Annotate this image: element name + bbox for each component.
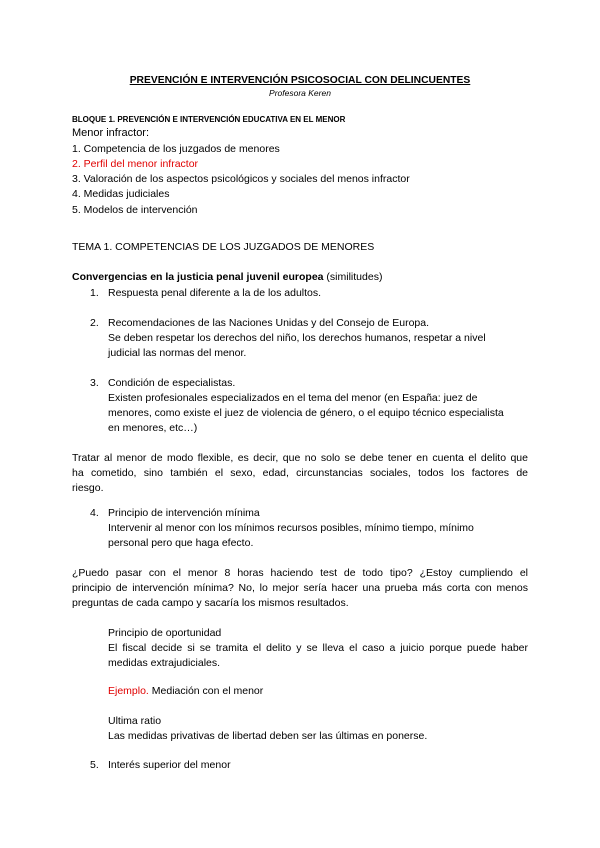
- point-text: menores, como existe el juez de violencia de género, o el equipo técnico especialista: [108, 407, 504, 419]
- point-text: Se deben respetar los derechos del niño, los derechos humanos, respetar a nivel: [108, 332, 486, 344]
- point-text: personal pero que haga efecto.: [108, 537, 254, 549]
- paragraph-line: preguntas de cada campo y sacaría los mismos resultados.: [72, 597, 349, 609]
- convergencias-title: Convergencias en la justicia penal juvenil europea: [72, 271, 324, 283]
- bloque-item: 5. Modelos de intervención: [72, 204, 198, 216]
- subsection-text: El fiscal decide si se tramita el delito y se lleva el caso a juicio porque puede haber: [108, 642, 528, 654]
- convergencias-heading: [72, 270, 382, 285]
- paragraph-line: ¿Puedo pasar con el menor 8 horas haciendo test de todo tipo? ¿Estoy cumpliendo el: [72, 567, 528, 579]
- point-text: en menores, etc…): [108, 422, 198, 434]
- bloque-heading: BLOQUE 1. PREVENCIÓN E INTERVENCIÓN EDUCATIVA EN EL MENOR: [72, 115, 346, 124]
- point-title: Interés superior del menor: [108, 759, 231, 771]
- paragraph-line: principio de intervención mínima? No, lo mejor sería hacer una prueba más corta con menos: [72, 582, 528, 594]
- point-number: 4.: [90, 507, 99, 519]
- paragraph-line: riesgo.: [72, 482, 104, 494]
- convergencias-note: (similitudes): [323, 271, 383, 283]
- paragraph-line: ha cometido, sino también el sexo, edad, circunstancias sociales, todos los factores de: [72, 467, 528, 479]
- point-number: 1.: [90, 287, 99, 299]
- point-number: 2.: [90, 317, 99, 329]
- bloque-item: 4. Medidas judiciales: [72, 188, 170, 200]
- point-text: judicial las normas del menor.: [108, 347, 247, 359]
- example-text: Mediación con el menor: [148, 685, 264, 697]
- point-number: 3.: [90, 377, 99, 389]
- point-title: Principio de intervención mínima: [108, 507, 260, 519]
- point-text: Existen profesionales especializados en el tema del menor (en España: juez de: [108, 392, 478, 404]
- example-label: Ejemplo.: [108, 685, 149, 697]
- subsection-text: Las medidas privativas de libertad deben ser las últimas en ponerse.: [108, 730, 428, 742]
- subsection-title: Ultima ratio: [108, 715, 162, 727]
- point-title: Respuesta penal diferente a la de los adultos.: [108, 287, 322, 299]
- tema-heading: TEMA 1. COMPETENCIAS DE LOS JUZGADOS DE MENORES: [72, 241, 375, 253]
- point-number: 5.: [90, 759, 99, 771]
- document-subtitle: Profesora Keren: [269, 88, 331, 98]
- bloque-item: 3. Valoración de los aspectos psicológicos y sociales del menos infractor: [72, 173, 410, 185]
- point-title: Condición de especialistas.: [108, 377, 236, 389]
- point-title: Recomendaciones de las Naciones Unidas y del Consejo de Europa.: [108, 317, 430, 329]
- subsection-text: medidas extrajudiciales.: [108, 657, 221, 669]
- bloque-intro: Menor infractor:: [72, 127, 150, 139]
- bloque-item: 1. Competencia de los juzgados de menores: [72, 143, 280, 155]
- paragraph-line: Tratar al menor de modo flexible, es decir, que no solo se debe tener en cuenta el delito que: [72, 452, 528, 464]
- subsection-title: Principio de oportunidad: [108, 627, 222, 639]
- document-title: PREVENCIÓN E INTERVENCIÓN PSICOSOCIAL CON DELINCUENTES: [129, 75, 471, 86]
- bloque-item-highlighted: 2. Perfil del menor infractor: [72, 158, 199, 170]
- point-text: Intervenir al menor con los mínimos recursos posibles, mínimo tiempo, mínimo: [108, 522, 474, 534]
- example-line: [108, 684, 263, 699]
